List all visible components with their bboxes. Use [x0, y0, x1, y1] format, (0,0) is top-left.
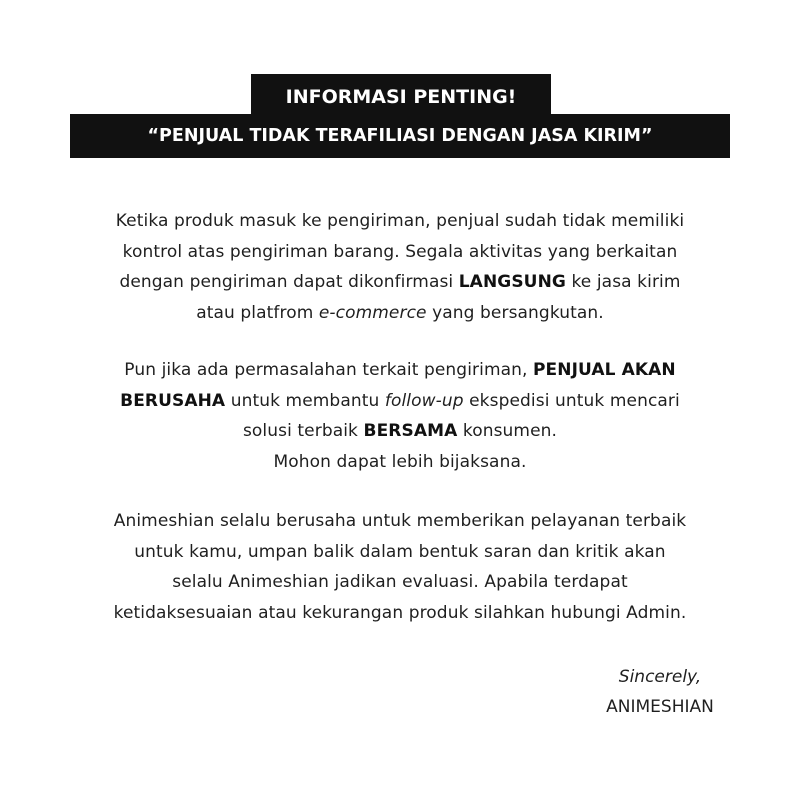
paragraph-line — [0, 386, 800, 417]
signature — [560, 662, 760, 722]
header-title: INFORMASI PENTING! — [251, 74, 551, 120]
paragraph-line — [0, 416, 800, 447]
text-segment: solusi terbaik — [242, 421, 364, 441]
paragraph-line — [0, 267, 800, 298]
paragraph-line: kontrol atas pengiriman barang. Segala aktivitas yang berkaitan — [122, 241, 678, 262]
text-segment: ke jasa kirim — [565, 272, 681, 292]
paragraph-line: ketidaksesuaian atau kekurangan produk silahkan hubungi Admin. — [113, 602, 687, 623]
paragraph-line: Animeshian selalu berusaha untuk memberikan pelayanan terbaik — [113, 511, 687, 531]
text-segment: dengan pengiriman dapat dikonfirmasi — [119, 272, 459, 292]
paragraph-line: selalu Animeshian jadikan evaluasi. Apabila terdapat — [172, 572, 628, 592]
text-segment: ekspedisi untuk mencari — [463, 390, 680, 411]
emphasis-bersama: BERSAMA — [363, 421, 458, 441]
signature-closing: Sincerely, — [618, 667, 702, 687]
text-segment: untuk membantu — [225, 390, 385, 411]
text-segment: yang bersangkutan. — [426, 302, 604, 323]
emphasis-follow-up: follow-up — [384, 390, 464, 411]
emphasis-berusaha: BERUSAHA — [120, 390, 226, 411]
paragraph-shipping-control — [0, 206, 800, 328]
paragraph-line: Ketika produk masuk ke pengiriman, penjual sudah tidak memiliki — [115, 211, 685, 231]
header-subtitle: “PENJUAL TIDAK TERAFILIASI DENGAN JASA KIRIM” — [70, 114, 730, 158]
text-segment: atau platfrom — [196, 302, 319, 323]
notice-header — [0, 74, 800, 164]
paragraph-line: Mohon dapat lebih bijaksana. — [273, 451, 527, 472]
text-segment: konsumen. — [457, 421, 558, 441]
emphasis-langsung: LANGSUNG — [458, 272, 566, 292]
paragraph-feedback — [0, 506, 800, 628]
paragraph-line — [0, 298, 800, 329]
text-segment: Pun jika ada permasalahan terkait pengiriman, — [124, 360, 533, 380]
paragraph-seller-help — [0, 355, 800, 477]
emphasis-penjual-akan: PENJUAL AKAN — [533, 360, 676, 380]
signature-name: ANIMESHIAN — [606, 697, 714, 717]
paragraph-line: untuk kamu, umpan balik dalam bentuk saran dan kritik akan — [134, 541, 666, 562]
paragraph-line — [0, 355, 800, 386]
emphasis-ecommerce: e-commerce — [318, 302, 427, 323]
